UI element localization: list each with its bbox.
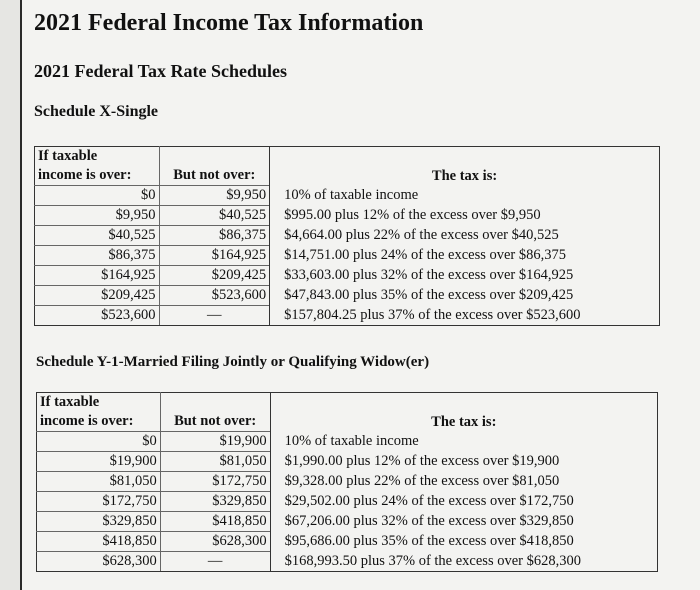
schedule-x-table xyxy=(34,146,660,326)
table-row xyxy=(35,206,660,226)
cell-tax: $67,206.00 plus 32% of the excess over $329,850 xyxy=(284,513,574,529)
cell-tax: $29,502.00 plus 24% of the excess over $172,750 xyxy=(284,493,574,509)
cell-not-over: $418,850 xyxy=(160,512,270,532)
cell-over: $164,925 xyxy=(35,266,160,286)
cell-not-over: $81,050 xyxy=(160,452,270,472)
col1-header xyxy=(37,393,161,432)
cell-not-over: — xyxy=(160,552,270,572)
table-row xyxy=(37,432,658,452)
cell-not-over: $86,375 xyxy=(159,226,270,246)
cell-not-over: $523,600 xyxy=(159,286,270,306)
col2-header: But not over: xyxy=(160,393,270,432)
cell-over: $418,850 xyxy=(37,532,161,552)
cell-over: $9,950 xyxy=(35,206,160,226)
cell-tax: $33,603.00 plus 32% of the excess over $164,925 xyxy=(284,267,574,283)
section-title: 2021 Federal Tax Rate Schedules xyxy=(34,61,288,81)
cell-over: $209,425 xyxy=(35,286,160,306)
col1-header-line2: income is over: xyxy=(38,167,132,183)
cell-not-over: $19,900 xyxy=(160,432,270,452)
cell-not-over: $164,925 xyxy=(159,246,270,266)
table-row xyxy=(35,226,660,246)
schedule-x-title: Schedule X-Single xyxy=(34,103,159,120)
table-row xyxy=(35,286,660,306)
cell-over: $628,300 xyxy=(37,552,161,572)
cell-tax: $1,990.00 plus 12% of the excess over $19,900 xyxy=(284,453,560,469)
table-row xyxy=(37,552,658,572)
table-row xyxy=(37,492,658,512)
cell-over: $329,850 xyxy=(37,512,161,532)
table-row xyxy=(37,532,658,552)
cell-over: $172,750 xyxy=(37,492,161,512)
cell-not-over: $9,950 xyxy=(159,186,270,206)
schedule-y-table xyxy=(36,392,658,572)
cell-not-over: $209,425 xyxy=(159,266,270,286)
col3-header: The tax is: xyxy=(431,413,497,430)
table-row xyxy=(35,266,660,286)
cell-tax: $995.00 plus 12% of the excess over $9,950 xyxy=(284,207,541,223)
table-row xyxy=(37,512,658,532)
cell-not-over: $329,850 xyxy=(160,492,270,512)
cell-tax: $95,686.00 plus 35% of the excess over $418,850 xyxy=(284,533,574,549)
cell-over: $0 xyxy=(37,432,161,452)
cell-over: $86,375 xyxy=(35,246,160,266)
cell-tax: $9,328.00 plus 22% of the excess over $81,050 xyxy=(284,473,560,489)
col1-header-line2: income is over: xyxy=(40,413,134,429)
cell-tax: $47,843.00 plus 35% of the excess over $209,425 xyxy=(284,287,574,303)
cell-not-over: $40,525 xyxy=(159,206,270,226)
col3-header: The tax is: xyxy=(431,167,498,184)
cell-over: $81,050 xyxy=(37,472,161,492)
table-row xyxy=(37,452,658,472)
cell-tax: $168,993.50 plus 37% of the excess over $628,300 xyxy=(270,552,657,572)
cell-tax: 10% of taxable income xyxy=(284,433,419,449)
table-row xyxy=(37,472,658,492)
table-row xyxy=(35,246,660,266)
cell-over: $0 xyxy=(35,186,160,206)
cell-not-over: $172,750 xyxy=(160,472,270,492)
table-row xyxy=(35,306,660,326)
cell-tax: $14,751.00 plus 24% of the excess over $86,375 xyxy=(284,247,566,263)
col1-header-line1: If taxable xyxy=(40,394,100,410)
col1-header-line1: If taxable xyxy=(38,148,98,164)
table-row xyxy=(35,186,660,206)
cell-over: $19,900 xyxy=(37,452,161,472)
cell-not-over: — xyxy=(159,306,270,326)
page-title: 2021 Federal Income Tax Information xyxy=(34,10,424,36)
document-page xyxy=(20,0,700,590)
cell-tax: 10% of taxable income xyxy=(284,187,419,203)
col2-header: But not over: xyxy=(159,147,270,186)
schedule-y-title: Schedule Y-1-Married Filing Jointly or Qualifying Widow(er) xyxy=(36,354,430,370)
cell-over: $40,525 xyxy=(35,226,160,246)
col1-header xyxy=(35,147,160,186)
cell-tax: $4,664.00 plus 22% of the excess over $40,525 xyxy=(284,227,559,243)
cell-tax: $157,804.25 plus 37% of the excess over $523,600 xyxy=(270,306,660,326)
cell-over: $523,600 xyxy=(35,306,160,326)
cell-not-over: $628,300 xyxy=(160,532,270,552)
